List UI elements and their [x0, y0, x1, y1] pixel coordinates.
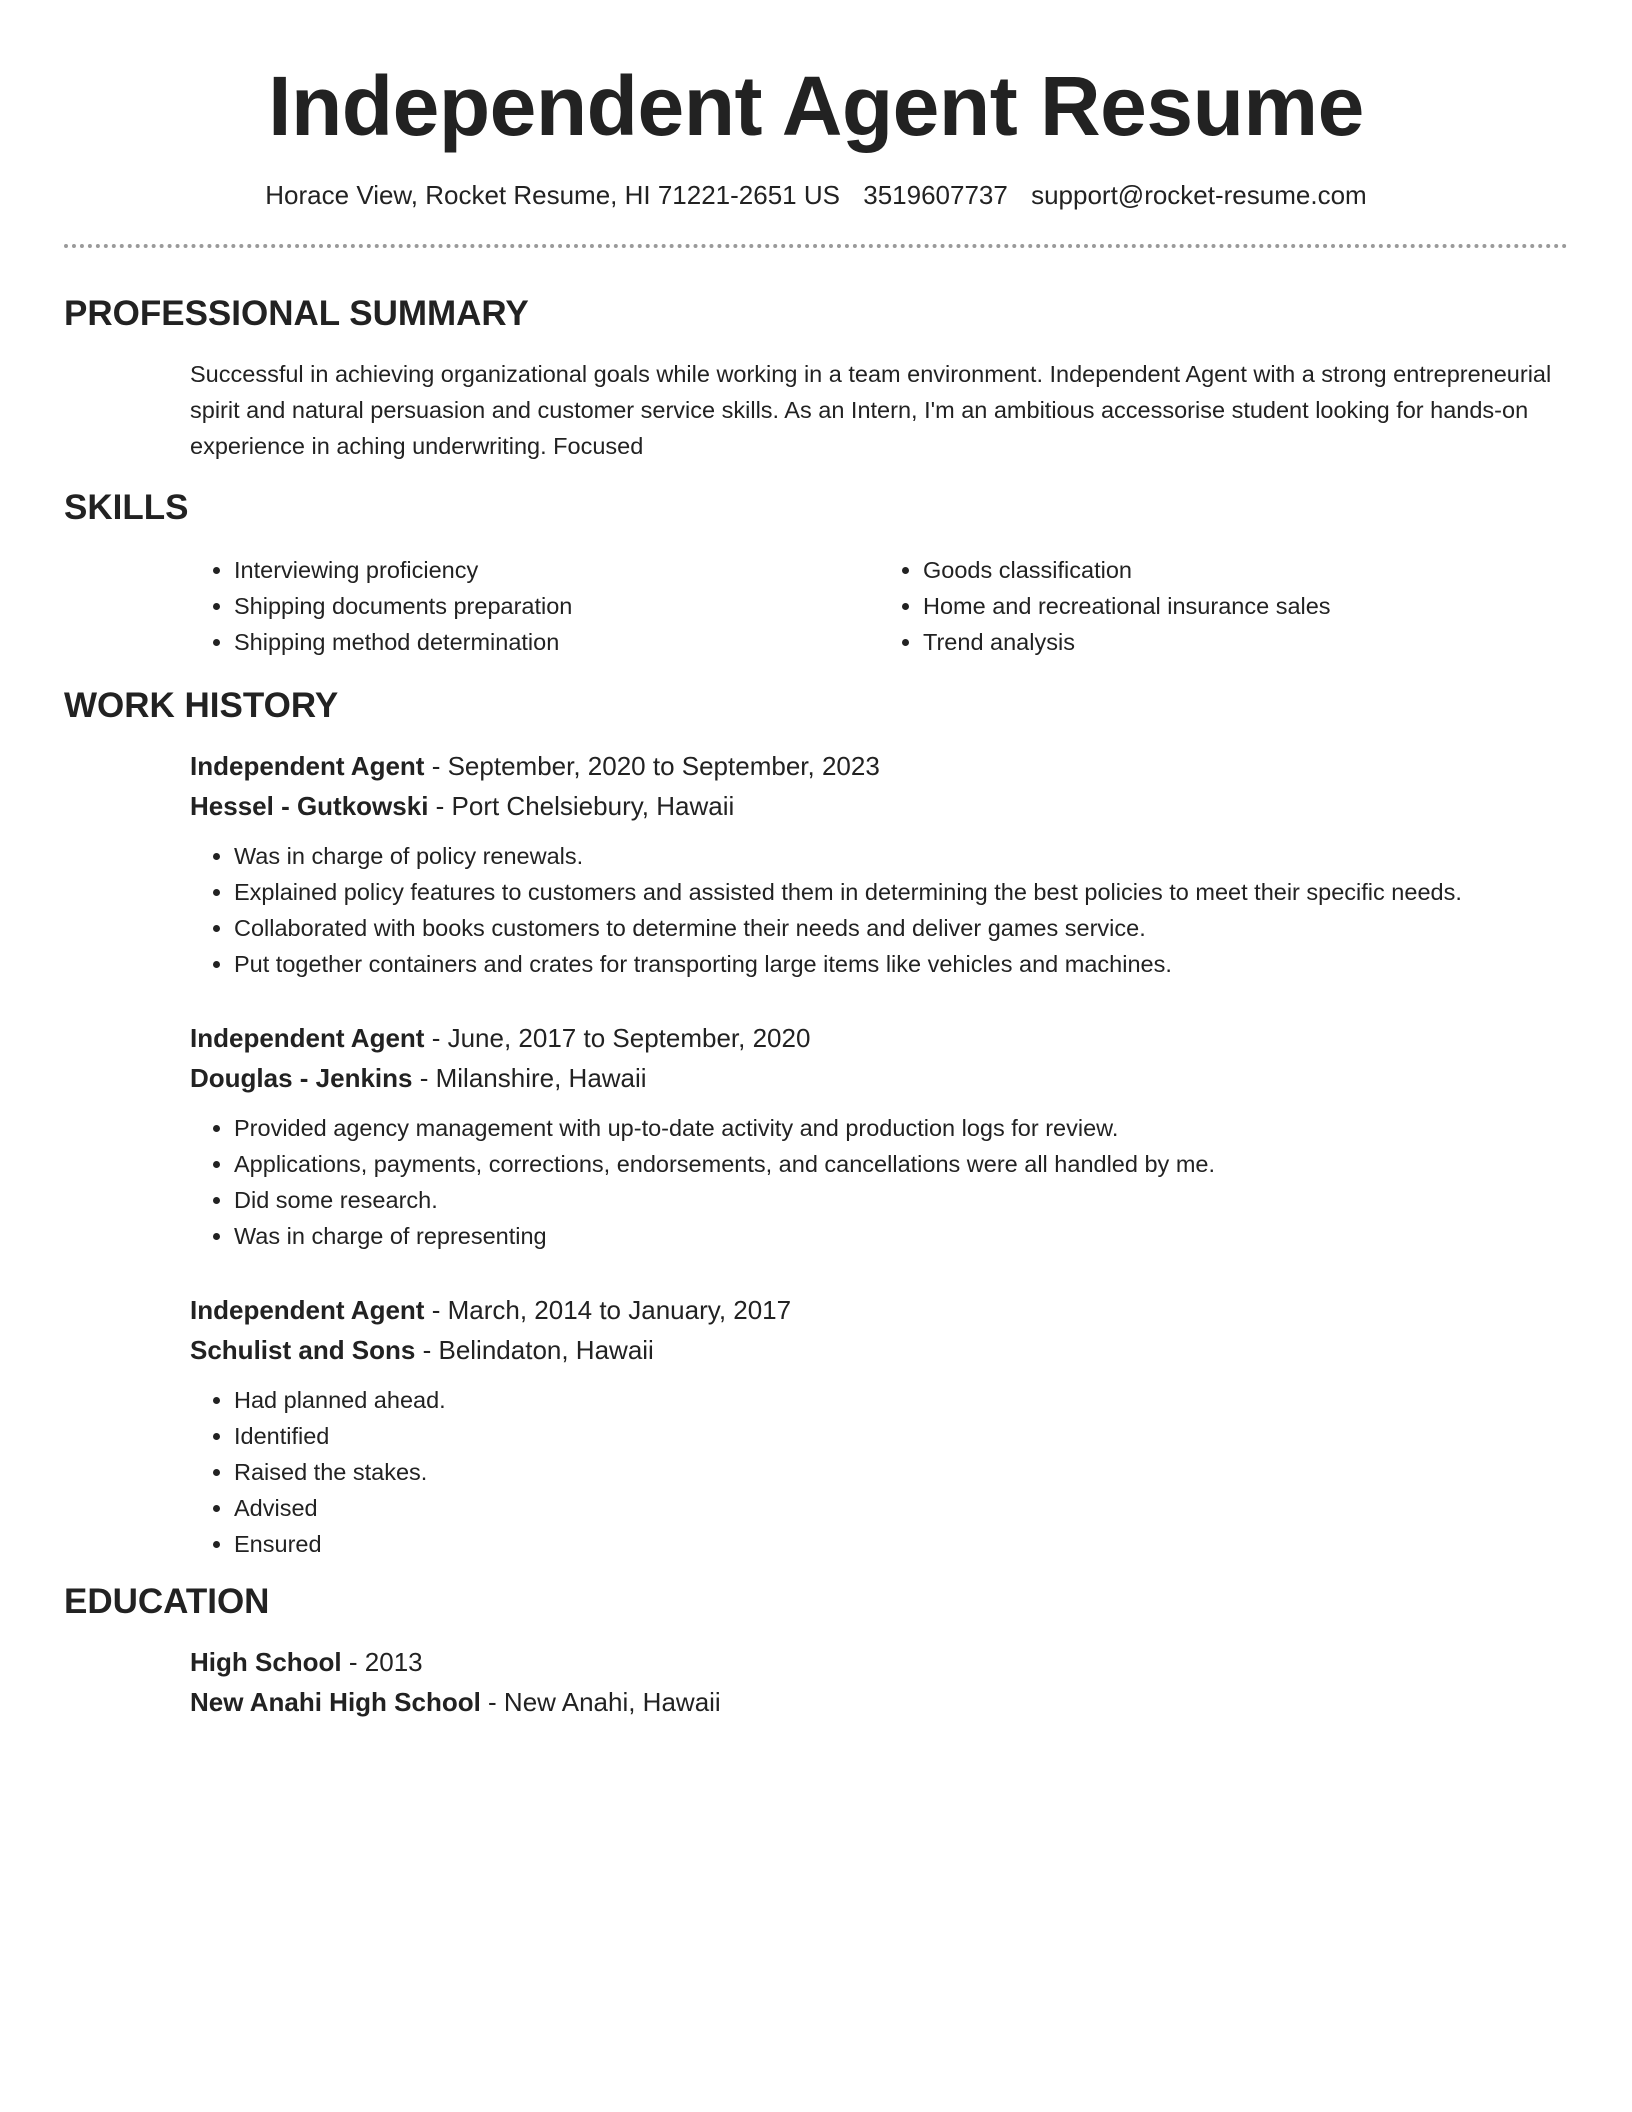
contact-email: support@rocket-resume.com — [1031, 180, 1367, 210]
job-bullet: • Raised the stakes. — [234, 1454, 1568, 1490]
job-company-line — [190, 786, 1568, 826]
job-company-line — [190, 1058, 1568, 1098]
resume-title: Independent Agent Resume — [268, 59, 1364, 153]
job-entry — [190, 1290, 1568, 1562]
contact-address: Horace View, Rocket Resume, HI 71221-2651 US — [265, 180, 840, 210]
job-bullet: • Provided agency management with up-to-date activity and production logs for review. — [234, 1110, 1568, 1146]
job-title: Independent Agent — [190, 1295, 425, 1325]
job-bullet: • Had planned ahead. — [234, 1382, 1568, 1418]
job-title: Independent Agent — [190, 1023, 425, 1053]
job-location: - Port Chelsiebury, Hawaii — [428, 791, 735, 821]
job-bullet: • Ensured — [234, 1526, 1568, 1562]
job-location: - Belindaton, Hawaii — [415, 1335, 654, 1365]
job-bullet: • Collaborated with books customers to determine their needs and deliver games service. — [234, 910, 1568, 946]
job-bullet: • Put together containers and crates for transporting large items like vehicles and machines. — [234, 946, 1568, 982]
contact-phone: 3519607737 — [863, 180, 1008, 210]
skills-heading: SKILLS — [64, 488, 189, 527]
skill-item: • Trend analysis — [923, 624, 1568, 660]
job-company: Schulist and Sons — [190, 1335, 416, 1365]
education-heading: EDUCATION — [64, 1582, 270, 1621]
work-history-heading: WORK HISTORY — [64, 686, 339, 725]
job-entry — [190, 1018, 1568, 1254]
skills-right-list — [879, 552, 1568, 660]
education-location: - New Anahi, Hawaii — [480, 1687, 721, 1717]
skill-item: • Shipping documents preparation — [234, 588, 879, 624]
job-title-line — [190, 746, 1568, 786]
job-title-line — [190, 1290, 1568, 1330]
job-bullets — [190, 1110, 1568, 1254]
summary-section — [64, 292, 1568, 464]
education-school: New Anahi High School — [190, 1687, 481, 1717]
job-bullet: • Advised — [234, 1490, 1568, 1526]
education-year: - 2013 — [341, 1647, 423, 1677]
job-bullets — [190, 838, 1568, 982]
skills-section — [64, 486, 1568, 660]
job-dates: - September, 2020 to September, 2023 — [424, 751, 880, 781]
job-dates: - March, 2014 to January, 2017 — [424, 1295, 792, 1325]
summary-heading: PROFESSIONAL SUMMARY — [64, 294, 529, 333]
education-section — [64, 1580, 1568, 1722]
job-bullet: • Identified — [234, 1418, 1568, 1454]
skill-item: • Home and recreational insurance sales — [923, 588, 1568, 624]
skills-columns — [190, 552, 1568, 660]
contact-line — [64, 178, 1568, 212]
summary-text: Successful in achieving organizational goals while working in a team environment. Independent Agent with a strong entrepreneurial spirit and natural persuasion and customer service skills. As an Intern, I'm an ambitious accessorise student looking for hands-on experience in aching underwriting. Focused — [190, 361, 1552, 459]
job-company-line — [190, 1330, 1568, 1370]
job-bullet: • Was in charge of representing — [234, 1218, 1568, 1254]
job-location: - Milanshire, Hawaii — [412, 1063, 647, 1093]
job-bullet: • Explained policy features to customers and assisted them in determining the best policies to meet their specific needs. — [234, 874, 1568, 910]
skill-item: • Interviewing proficiency — [234, 552, 879, 588]
job-company: Douglas - Jenkins — [190, 1063, 413, 1093]
skills-left-list — [190, 552, 879, 660]
work-history-section — [64, 684, 1568, 1562]
skill-item: • Goods classification — [923, 552, 1568, 588]
job-bullet: • Was in charge of policy renewals. — [234, 838, 1568, 874]
job-title: Independent Agent — [190, 751, 425, 781]
job-dates: - June, 2017 to September, 2020 — [424, 1023, 811, 1053]
job-bullets — [190, 1382, 1568, 1562]
job-bullet: • Applications, payments, corrections, endorsements, and cancellations were all handled by me. — [234, 1146, 1568, 1182]
job-title-line — [190, 1018, 1568, 1058]
education-degree-line — [190, 1642, 1568, 1682]
job-entry — [190, 746, 1568, 982]
header-divider — [64, 244, 1568, 248]
job-company: Hessel - Gutkowski — [190, 791, 429, 821]
skill-item: • Shipping method determination — [234, 624, 879, 660]
job-bullet: • Did some research. — [234, 1182, 1568, 1218]
education-school-line — [190, 1682, 1568, 1722]
education-degree: High School — [190, 1647, 342, 1677]
education-entry — [190, 1642, 1568, 1722]
